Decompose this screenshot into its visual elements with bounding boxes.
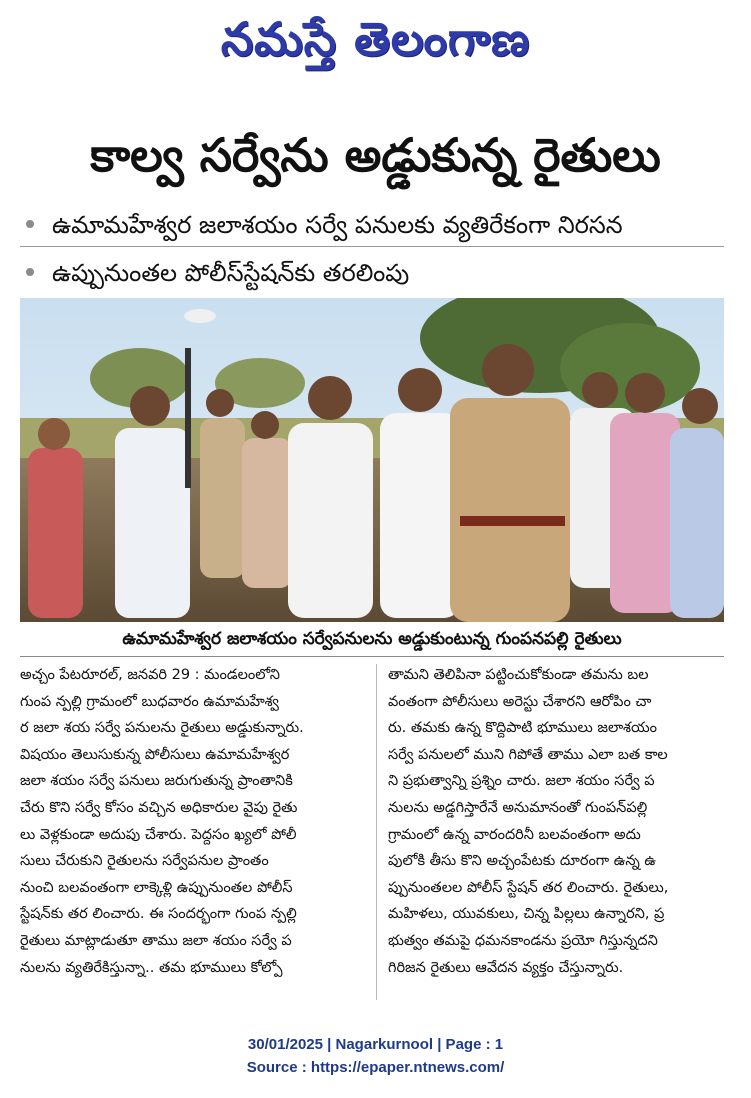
body-line: భుత్వం తమపై ధమనకాండను ప్రయో గిస్తున్నదని (388, 932, 658, 949)
body-line: తామని తెలిపినా పట్టించుకోకుండా తమను బల (388, 667, 649, 683)
body-line: గిరిజన రైతులు ఆవేదన వ్యక్తం చేస్తున్నారు. (388, 959, 624, 976)
bullet-icon (26, 220, 34, 228)
subhead-text: ఉప్పునుంతల పోలీస్‌స్టేషన్‌కు తరలింపు (52, 259, 410, 287)
body-line: పులోకి తీసు కొని అచ్చంపేటకు దూరంగా ఉన్న ఉ (388, 853, 657, 870)
body-line: నులను అడ్డగిస్తారేనే అనుమానంతో గుంపన్‌పల్లి (388, 799, 648, 816)
body-line: జలా శయం సర్వే పనులు జరుగుతున్న ప్రాంతానికి (20, 773, 293, 790)
subhead-2 (22, 254, 722, 292)
body-line: స్టేషన్‌కు తర లించారు. ఈ సందర్భంగా గుంప న్పల్లి (20, 906, 297, 923)
masthead-logo: నమస్తే తెలంగాణ (220, 12, 531, 66)
body-line: ని ప్రభుత్వాన్ని ప్రశ్నిం చారు. జలా శయం సర్వే ప (388, 773, 655, 790)
body-line: మహిళలు, యువకులు, చిన్న పిల్లలు ఉన్నారని, ప్ర (388, 906, 665, 923)
body-line: వంతంగా పోలీసులు అరెస్టు చేశారని ఆరోపిం చా (388, 693, 652, 710)
body-line: రైతులు మాట్లాడుతూ తాము జలా శయం సర్వే ప (20, 932, 292, 949)
edition-info: 30/01/2025 | Nagarkurnool | Page : 1 (247, 1036, 504, 1053)
subhead-1 (22, 206, 722, 244)
body-line: ర జలా శయ సర్వే పనులను రైతులు అడ్డుకున్నారు. (20, 720, 304, 737)
news-photo (20, 298, 724, 622)
bullet-icon (26, 268, 34, 276)
article-body-left-column (20, 662, 360, 1002)
body-line: సర్వే పనులలో ముని గిపోతే తాము ఎలా బత కాల (388, 746, 668, 763)
field-survey-photo-illustration (20, 298, 724, 622)
article-headline: కాల్వ సర్వేను అడ్డుకున్న రైతులు (90, 128, 661, 182)
body-line: గుంప న్పల్లి గ్రామంలో బుధవారం ఉమామహేశ్వ (20, 693, 279, 710)
divider (20, 246, 724, 247)
body-line: నులను వ్యతిరేకిస్తున్నా.. తమ భూములు కోల్పో (20, 959, 283, 976)
body-line: చేరు కొని సర్వే కోసం వచ్చిన అధికారుల వైపు రైతు (20, 799, 298, 816)
body-line: అచ్చం పేటరూరల్, జనవరి 29 : మండలంలోని (20, 667, 280, 683)
article-body-right-column (388, 662, 728, 1002)
source-link[interactable]: Source : https://epaper.ntnews.com/ (246, 1059, 505, 1076)
body-line: విషయం తెలుసుకున్న పోలీసులు ఉమామహేశ్వర (20, 746, 290, 763)
body-line: రు. తమకు ఉన్న కొద్దిపాటి భూములు జలాశయం (388, 720, 657, 737)
photo-caption: ఉమామహేశ్వర జలాశయం సర్వేపనులను అడ్డుకుంటున్న గుంపనపల్లి రైతులు (20, 622, 724, 657)
body-line: నుంచి బలవంతంగా లాక్కెళ్లి ఉప్పునుంతల పోలీస్ (20, 879, 293, 896)
subhead-text: ఉమామహేశ్వర జలాశయం సర్వే పనులకు వ్యతిరేకంగా నిరసన (52, 211, 623, 239)
body-line: ప్పునుంతలల పోలీస్ స్టేషన్ తర లించారు. రైతులు, (388, 879, 669, 896)
body-line: గ్రామంలో ఉన్న వారందరినీ బలవంతంగా అదు (388, 826, 641, 843)
body-line: సులు చేరుకుని రైతులను సర్వేపనుల ప్రాంతం (20, 853, 269, 870)
column-divider (376, 664, 377, 1000)
body-line: లు వెళ్లకుండా అదుపు చేశారు. పెద్దసం ఖ్యలో పోలీ (20, 826, 297, 843)
